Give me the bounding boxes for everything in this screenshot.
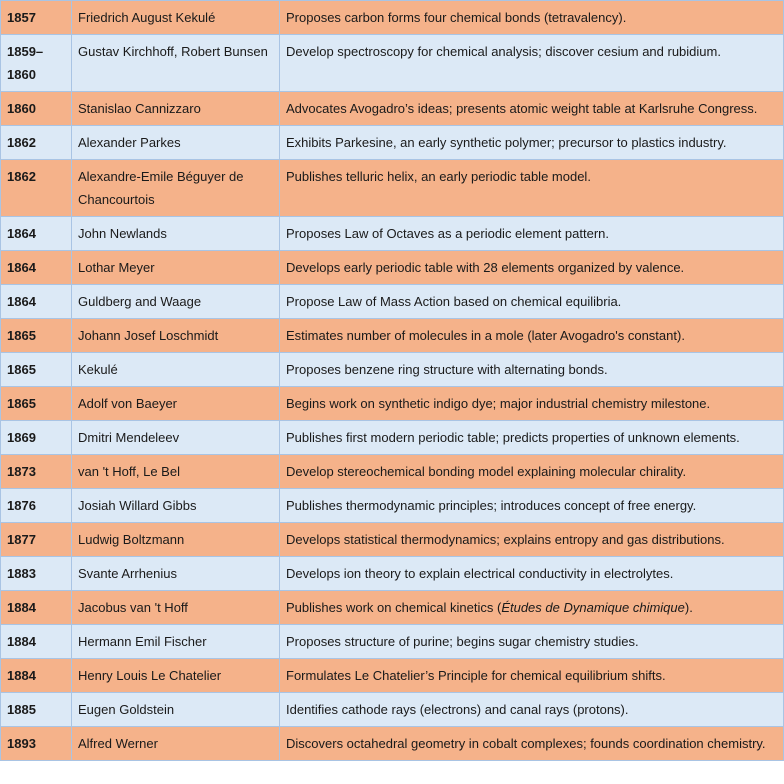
year-cell: 1884 — [1, 591, 72, 625]
event-cell: Begins work on synthetic indigo dye; major industrial chemistry milestone. — [280, 387, 784, 421]
scientist-cell: van 't Hoff, Le Bel — [72, 455, 280, 489]
event-cell: Develops statistical thermodynamics; explains entropy and gas distributions. — [280, 523, 784, 557]
year-cell: 1877 — [1, 523, 72, 557]
year-cell: 1876 — [1, 489, 72, 523]
year-cell: 1857 — [1, 1, 72, 35]
scientist-cell: Kekulé — [72, 353, 280, 387]
event-cell: Develops ion theory to explain electrical conductivity in electrolytes. — [280, 557, 784, 591]
table-row — [1, 727, 784, 761]
year-cell: 1865 — [1, 319, 72, 353]
table-row — [1, 285, 784, 319]
event-cell: Formulates Le Chatelier’s Principle for chemical equilibrium shifts. — [280, 659, 784, 693]
table-row — [1, 557, 784, 591]
scientist-cell: Guldberg and Waage — [72, 285, 280, 319]
year-cell: 1865 — [1, 353, 72, 387]
event-cell: Proposes Law of Octaves as a periodic element pattern. — [280, 217, 784, 251]
table-row — [1, 92, 784, 126]
event-cell: Publishes first modern periodic table; predicts properties of unknown elements. — [280, 421, 784, 455]
scientist-cell: Alexander Parkes — [72, 126, 280, 160]
table-row — [1, 1, 784, 35]
event-cell — [280, 591, 784, 625]
timeline-body — [1, 1, 784, 761]
year-cell: 1864 — [1, 251, 72, 285]
event-cell: Proposes structure of purine; begins sugar chemistry studies. — [280, 625, 784, 659]
year-cell: 1884 — [1, 659, 72, 693]
event-cell: Propose Law of Mass Action based on chemical equilibria. — [280, 285, 784, 319]
table-row — [1, 659, 784, 693]
event-cell: Develop spectroscopy for chemical analysis; discover cesium and rubidium. — [280, 35, 784, 92]
table-row — [1, 455, 784, 489]
scientist-cell: Adolf von Baeyer — [72, 387, 280, 421]
year-cell: 1862 — [1, 126, 72, 160]
year-cell: 1883 — [1, 557, 72, 591]
scientist-cell: Alfred Werner — [72, 727, 280, 761]
scientist-cell: Johann Josef Loschmidt — [72, 319, 280, 353]
table-row — [1, 489, 784, 523]
scientist-cell: Lothar Meyer — [72, 251, 280, 285]
year-cell: 1865 — [1, 387, 72, 421]
event-cell: Discovers octahedral geometry in cobalt complexes; founds coordination chemistry. — [280, 727, 784, 761]
scientist-cell: Eugen Goldstein — [72, 693, 280, 727]
scientist-cell: John Newlands — [72, 217, 280, 251]
table-row — [1, 35, 784, 92]
table-row — [1, 126, 784, 160]
event-cell: Develop stereochemical bonding model explaining molecular chirality. — [280, 455, 784, 489]
scientist-cell: Svante Arrhenius — [72, 557, 280, 591]
table-row — [1, 625, 784, 659]
scientist-cell: Friedrich August Kekulé — [72, 1, 280, 35]
scientist-cell: Josiah Willard Gibbs — [72, 489, 280, 523]
year-cell: 1859–1860 — [1, 35, 72, 92]
year-cell: 1893 — [1, 727, 72, 761]
year-cell: 1869 — [1, 421, 72, 455]
scientist-cell: Gustav Kirchhoff, Robert Bunsen — [72, 35, 280, 92]
table-row — [1, 353, 784, 387]
table-row — [1, 591, 784, 625]
scientist-cell: Jacobus van 't Hoff — [72, 591, 280, 625]
scientist-cell: Hermann Emil Fischer — [72, 625, 280, 659]
year-cell: 1873 — [1, 455, 72, 489]
table-row — [1, 160, 784, 217]
event-cell: Publishes telluric helix, an early periodic table model. — [280, 160, 784, 217]
event-cell: Publishes thermodynamic principles; introduces concept of free energy. — [280, 489, 784, 523]
scientist-cell: Ludwig Boltzmann — [72, 523, 280, 557]
event-cell: Estimates number of molecules in a mole (later Avogadro's constant). — [280, 319, 784, 353]
year-cell: 1885 — [1, 693, 72, 727]
event-cell: Exhibits Parkesine, an early synthetic polymer; precursor to plastics industry. — [280, 126, 784, 160]
publication-title: Études de Dynamique chimique — [501, 600, 685, 615]
year-cell: 1884 — [1, 625, 72, 659]
scientist-cell: Dmitri Mendeleev — [72, 421, 280, 455]
event-cell: Proposes carbon forms four chemical bonds (tetravalency). — [280, 1, 784, 35]
table-row — [1, 523, 784, 557]
event-cell: Develops early periodic table with 28 elements organized by valence. — [280, 251, 784, 285]
scientist-cell: Alexandre-Emile Béguyer de Chancourtois — [72, 160, 280, 217]
scientist-cell: Henry Louis Le Chatelier — [72, 659, 280, 693]
event-cell: Advocates Avogadro’s ideas; presents atomic weight table at Karlsruhe Congress. — [280, 92, 784, 126]
year-cell: 1864 — [1, 285, 72, 319]
event-cell: Identifies cathode rays (electrons) and canal rays (protons). — [280, 693, 784, 727]
table-row — [1, 693, 784, 727]
table-row — [1, 421, 784, 455]
event-cell: Proposes benzene ring structure with alternating bonds. — [280, 353, 784, 387]
year-cell: 1862 — [1, 160, 72, 217]
year-cell: 1864 — [1, 217, 72, 251]
table-row — [1, 387, 784, 421]
table-row — [1, 217, 784, 251]
scientist-cell: Stanislao Cannizzaro — [72, 92, 280, 126]
table-row — [1, 319, 784, 353]
event-text: Publishes work on chemical kinetics ( — [286, 600, 502, 615]
year-cell: 1860 — [1, 92, 72, 126]
table-row — [1, 251, 784, 285]
event-text-end: ). — [684, 600, 693, 615]
